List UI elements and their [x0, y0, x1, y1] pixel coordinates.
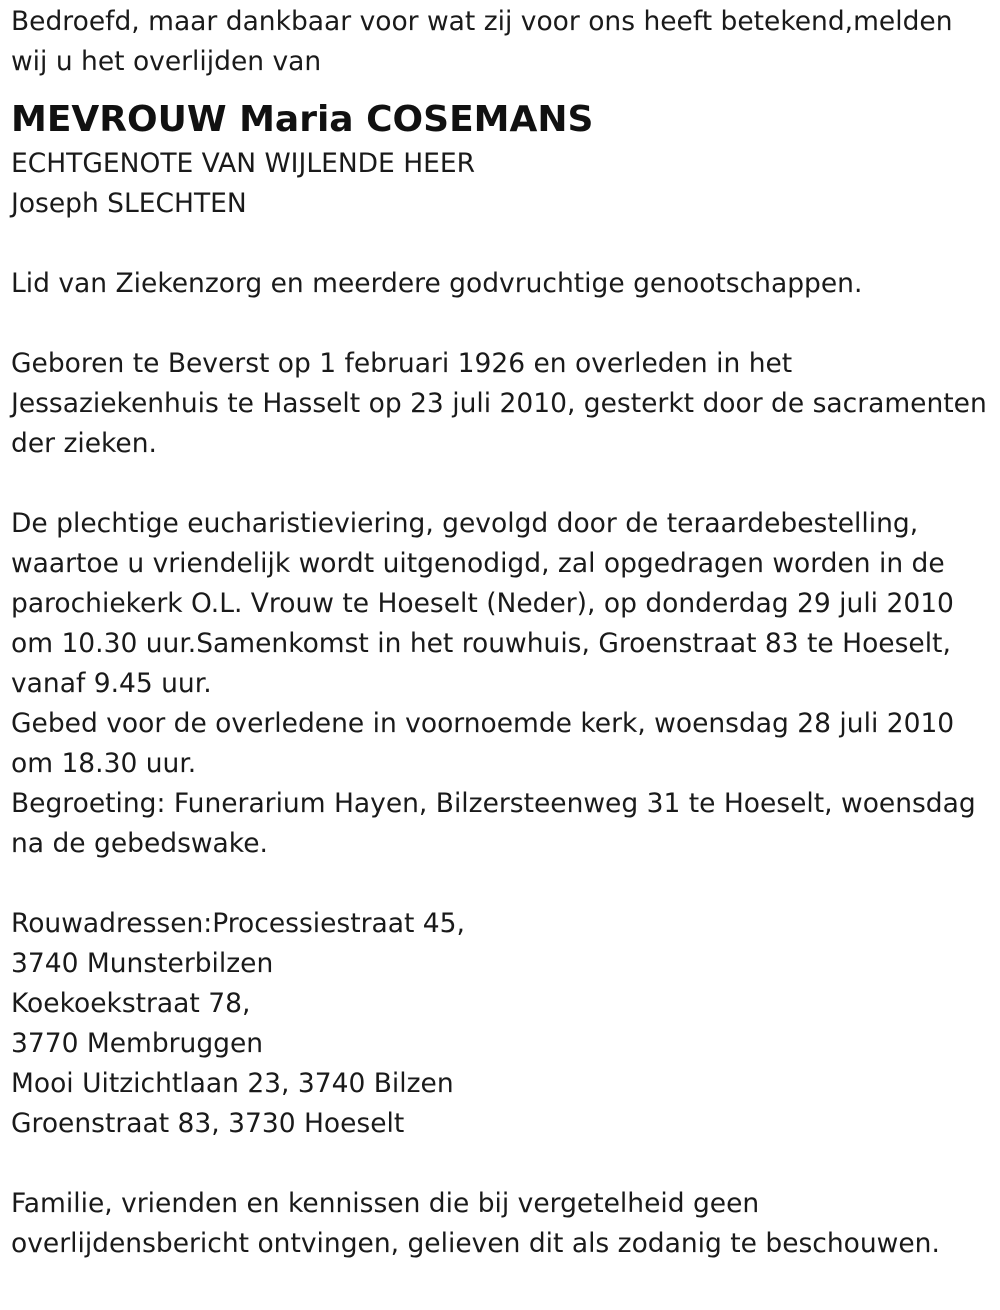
- ceremony-line: om 18.30 uur.: [11, 748, 197, 779]
- deceased-name: MEVROUW Maria COSEMANS: [11, 99, 594, 140]
- ceremony-line: na de gebedswake.: [11, 828, 268, 859]
- spouse-name: Joseph SLECHTEN: [11, 188, 247, 219]
- address-line: Groenstraat 83, 3730 Hoeselt: [11, 1108, 405, 1139]
- birth-death-line: der zieken.: [11, 428, 157, 459]
- closing-paragraph: [11, 1184, 991, 1264]
- birth-death-line: Geboren te Beverst op 1 februari 1926 en overleden in het: [11, 348, 793, 379]
- address-line: 3770 Membruggen: [11, 1028, 264, 1059]
- membership-text: Lid van Ziekenzorg en meerdere godvruchtige genootschappen.: [11, 268, 863, 299]
- spacer: [11, 304, 991, 344]
- intro-line: Bedroefd, maar dankbaar voor wat zij voor ons heeft betekend,melden: [11, 6, 953, 37]
- closing-line: overlijdensbericht ontvingen, gelieven dit als zodanig te beschouwen.: [11, 1228, 940, 1259]
- address-line: Koekoekstraat 78,: [11, 988, 251, 1019]
- spouse-info: [11, 144, 991, 224]
- ceremony-line: om 10.30 uur.Samenkomst in het rouwhuis, Groenstraat 83 te Hoeselt,: [11, 628, 951, 659]
- spacer: [11, 224, 991, 264]
- birth-death-line: Jessaziekenhuis te Hasselt op 23 juli 2010, gesterkt door de sacramenten: [11, 388, 987, 419]
- ceremony-line: vanaf 9.45 uur.: [11, 668, 212, 699]
- spacer: [11, 1144, 991, 1184]
- address-line: Mooi Uitzichtlaan 23, 3740 Bilzen: [11, 1068, 454, 1099]
- obituary-notice: [11, 2, 991, 1264]
- address-line: Rouwadressen:Processiestraat 45,: [11, 908, 465, 939]
- ceremony-line: Begroeting: Funerarium Hayen, Bilzersteenweg 31 te Hoeselt, woensdag: [11, 788, 976, 819]
- birth-death-paragraph: [11, 344, 991, 464]
- intro-line: wij u het overlijden van: [11, 46, 322, 77]
- spacer: [11, 864, 991, 904]
- ceremony-line: waartoe u vriendelijk wordt uitgenodigd, zal opgedragen worden in de: [11, 548, 945, 579]
- spouse-line: ECHTGENOTE VAN WIJLENDE HEER: [11, 148, 476, 179]
- ceremony-paragraph: [11, 504, 991, 864]
- spacer: [11, 464, 991, 504]
- intro-paragraph: [11, 2, 991, 82]
- address-line: 3740 Munsterbilzen: [11, 948, 274, 979]
- ceremony-line: Gebed voor de overledene in voornoemde kerk, woensdag 28 juli 2010: [11, 708, 955, 739]
- closing-line: Familie, vrienden en kennissen die bij vergetelheid geen: [11, 1188, 760, 1219]
- ceremony-line: De plechtige eucharistieviering, gevolgd door de teraardebestelling,: [11, 508, 919, 539]
- addresses-block: [11, 904, 991, 1144]
- ceremony-line: parochiekerk O.L. Vrouw te Hoeselt (Neder), op donderdag 29 juli 2010: [11, 588, 954, 619]
